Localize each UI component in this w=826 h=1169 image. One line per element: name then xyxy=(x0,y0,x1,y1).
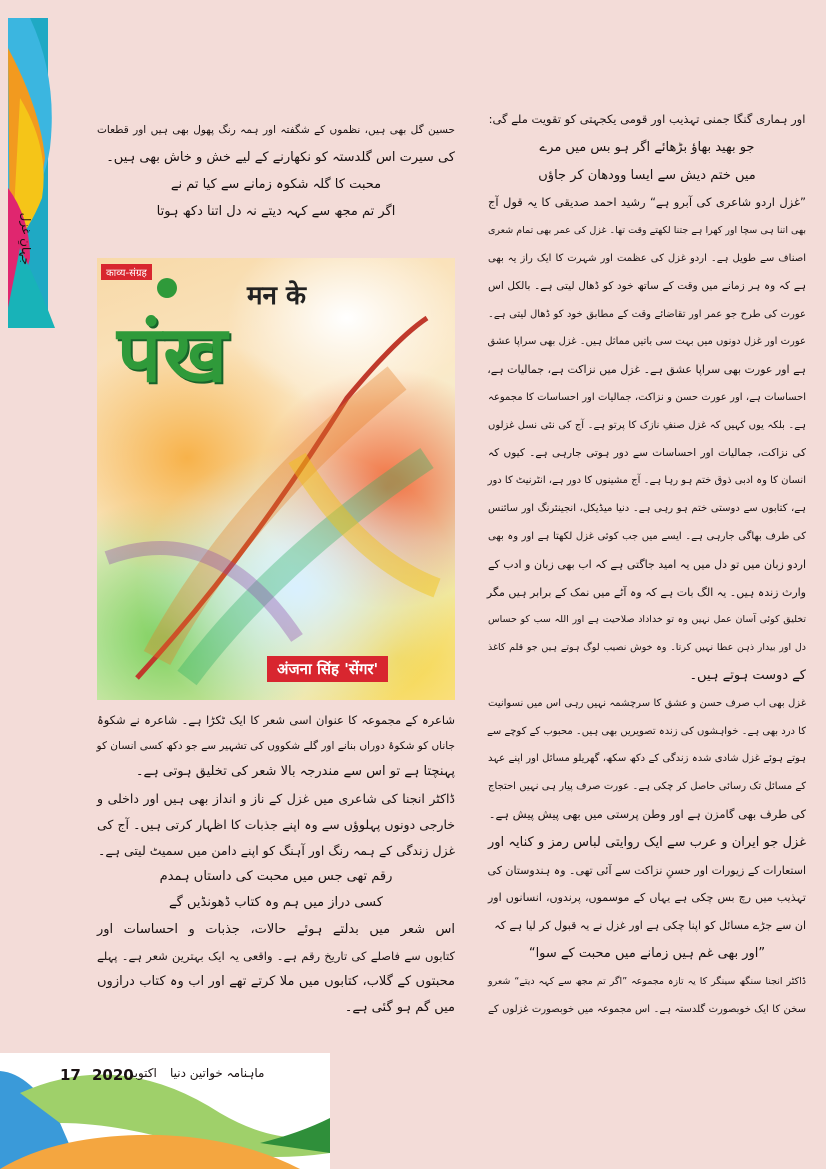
verse-line: ”اور بھی غم ہیں زمانے میں محبت کے سوا“ xyxy=(528,945,766,961)
text-line: عورت کی طرح جو عمر اور تقاضائے وقت کے مطابق خود کو ڈھال لیتی ہے۔ xyxy=(488,308,806,320)
decorative-color-band xyxy=(0,18,60,328)
text-line: ہے اور عورت بھی سراپا عشق ہے۔ غزل میں نزاکت ہے، جمالیات ہے، xyxy=(487,363,806,377)
book-cover-image xyxy=(97,258,455,700)
verse-line: کسی دراز میں ہم وہ کتاب ڈھونڈیں گے xyxy=(169,895,383,911)
right-column-text xyxy=(488,106,806,1023)
text-line: جاناں کو شکوۂ دوراں بنانے اور گلے شکووں کی تشہیر سے جو دکھ کسی انسان کو xyxy=(96,740,455,753)
left-column-bottom-text xyxy=(97,707,455,1021)
text-line: سخن کا ایک خوبصورت گلدستہ ہے۔ اس مجموعہ میں خوبصورت غزلوں کے xyxy=(488,1003,806,1015)
footer-waves xyxy=(0,1053,330,1169)
cover-author: अंजना सिंह 'सेंगर' xyxy=(267,656,388,682)
footer-magazine-name: ماہنامہ خواتین دنیا xyxy=(170,1066,265,1080)
text-line: کی طرف بھاگی جارہی ہے۔ ایسے میں جب کوئی غزل لکھتا ہے اور وہ بھی xyxy=(488,530,806,542)
verse-line: جو بھید بھاؤ بڑھائے اگر ہو بس میں مرے xyxy=(539,139,755,155)
cover-title: पंख xyxy=(117,310,230,400)
text-line: خارجی دونوں پہلوؤں سے وہ اپنے جذبات کا اظہار کرتی ہیں۔ آج کی xyxy=(97,816,455,832)
text-line: ڈاکٹر انجنا کی شاعری میں غزل کے ناز و انداز بھی ہیں اور داخلی و xyxy=(97,790,455,806)
footer-month: اکتوبر xyxy=(128,1066,157,1080)
text-line: کی طرف بھی گامزن ہے اور وطن پرستی میں بھی پیش پیش ہے۔ xyxy=(488,806,806,821)
text-line: پہنچتا ہے تو اس سے مندرجہ بالا شعر کی تخلیق ہوتی ہے۔ xyxy=(135,764,455,780)
verse-line: اگر تم مجھ سے کہہ دیتے نہ دل اتنا دکھ ہوتا xyxy=(156,204,396,219)
text-line: اردو زبان میں تو دل میں یہ امید جاگتی ہے کہ اب بھی زبان و ادب کے xyxy=(488,557,806,571)
text-line: ”غزل اردو شاعری کی آبرو ہے“ رشید احمد صدیقی کا یہ قول آج xyxy=(488,195,806,210)
text-line: غزل زندگی کے ہمہ رنگ اور آہنگ کو اپنے دامن میں سمیٹ لیتی ہے۔ xyxy=(98,842,455,858)
text-line: استعارات کے زیورات اور حسنِ نزاکت سے آئی تھی۔ وہ ہندوستان کی xyxy=(487,863,806,877)
text-line: کی سیرت اس گلدستہ کو نکھارنے کے لیے خش و خاش بھی ہیں۔ xyxy=(106,150,455,165)
text-line: ہے۔ بلکہ یوں کہیں کہ غزل صنفِ نازک کا پرتو ہے۔ آج کی نئی نسل غزلوں xyxy=(488,419,806,431)
left-column-top-text xyxy=(97,117,455,225)
text-line: کتابوں سے فاصلے کی تاریخ رقم ہے۔ واقعی یہ ایک بہترین شعر ہے۔ پہلے xyxy=(97,948,455,963)
text-line: ڈاکٹر انجنا سنگھ سینگر کا یہ تازہ مجموعہ ”اگر تم مجھ سے کہہ دیتے“ شعرو xyxy=(488,975,806,987)
text-line: ہے کہ وہ ہر زمانے میں وقت کے ساتھ خود کو ڈھال لیتی ہے۔ بالکل اس xyxy=(488,279,806,292)
text-line: تخلیق کوئی آسان عمل نہیں وہ تو خداداد صلاحیت ہے اور اللہ سب کو حساس xyxy=(488,614,806,626)
text-line: کا درد بھی ہے۔ خواہشوں کی زندہ تصویریں بھی ہیں۔ محبوب کے کوچے سے xyxy=(486,725,806,737)
text-line: وارث زندہ ہیں۔ یہ الگ بات ہے کہ وہ آٹے میں نمک کے برابر ہیں مگر xyxy=(486,585,806,599)
text-line: تہذیب میں رچ بس چکی ہے یہاں کے موسموں، پرندوں، انسانوں اور xyxy=(488,891,806,905)
cover-subtitle: मन के xyxy=(247,281,306,311)
verse-line: میں ختم دیش سے ایسا وودھان کر جاؤں xyxy=(538,167,756,183)
text-line: دل اور بیدار ذہن عطا نہیں کرتا۔ وہ خوش نصیب لوگ ہوتے ہیں جو قلم کاغذ xyxy=(488,642,806,654)
text-line: کی نزاکت، جمالیات اور احساسات سے دور ہوتی جارہی ہے۔ کیوں کہ xyxy=(488,446,806,459)
verse-line: رقم تھی جس میں محبت کی داستاں ہمدم xyxy=(159,869,393,885)
section-label: جہانِ غزل xyxy=(19,212,33,265)
text-line: کے مسائل تک رسائی حاصل کر چکی ہے۔ عورت صرف پیار ہی نہیں احتجاج xyxy=(488,781,806,793)
text-line: عورت اور غزل دونوں میں بہت سی باتیں مماثل ہیں۔ غزل بھی سراپا عشق xyxy=(487,336,806,348)
footer-year: 2020 xyxy=(92,1066,134,1084)
text-line: احساسات ہے، اور عورت حسن و نزاکت، جمالیات اور احساسات کا مجموعہ xyxy=(488,391,806,403)
text-line: ہوتے ہوئے غزل شادی شدہ زندگی کے دکھ سکھ، گھریلو مسائل اور اپنے عہد xyxy=(488,753,806,765)
text-line: میں گم ہو گئی ہے۔ xyxy=(344,1000,455,1016)
cover-genre-tag: काव्य-संग्रह xyxy=(101,264,152,280)
text-line: ہے، کتابوں سے دوستی ختم ہو رہی ہے۔ دنیا میڈیکل، انجینئرنگ اور سائنس xyxy=(488,503,806,515)
text-line: بھی اتنا ہی سچا اور کھرا ہے جتنا لکھتے وقت تھا۔ غزل کی عمر بھی تمام شعری xyxy=(488,225,806,237)
text-line: محبتوں کے گلاب، کتابوں میں ملا کرتے تھے اور اب وہ کتاب درازوں xyxy=(97,973,455,989)
text-line: اس شعر میں بدلتے ہوئے حالات، جذبات و احساسات اور xyxy=(97,921,455,937)
text-line: شاعرہ کے مجموعہ کا عنوان اسی شعر کا ایک ٹکڑا ہے۔ شاعرہ نے شکوۂ xyxy=(97,713,455,727)
text-line: اصناف سے طویل ہے۔ اردو غزل کی عظمت اور شہرت کا ایک راز یہ بھی xyxy=(488,252,806,264)
text-line: کے دوست ہوتے ہیں۔ xyxy=(689,667,806,683)
cover-dot-icon xyxy=(157,278,177,298)
text-line: غزل بھی اب صرف حسن و عشق کا سرچشمہ نہیں رہی اس میں نسوانیت xyxy=(488,697,806,709)
footer-banner xyxy=(0,1053,330,1169)
page-number: 17 xyxy=(60,1066,81,1084)
text-line: غزل جو ایران و عرب سے ایک روایتی لباس رمز و کنایہ اور xyxy=(488,834,806,850)
text-line: اور ہماری گنگا جمنی تہذیب اور قومی یکجہتی کو تقویت ملے گی: xyxy=(488,112,806,126)
text-line: حسین گل بھی ہیں، نظموں کے شگفتہ اور ہمہ رنگ پھول بھی ہیں اور قطعات xyxy=(97,124,455,136)
text-line: ان سے جڑے مسائل کو اپنا چکی ہے اور غزل نے یہ قبول کر لیا ہے کہ xyxy=(494,919,806,933)
verse-line: محبت کا گلہ شکوہ زمانے سے کیا تم نے xyxy=(170,177,382,192)
text-line: انسان کا وہ ادبی ذوق ختم ہو رہا ہے۔ آج مشینوں کا دور ہے، انٹرنیٹ کا دور xyxy=(487,475,806,487)
